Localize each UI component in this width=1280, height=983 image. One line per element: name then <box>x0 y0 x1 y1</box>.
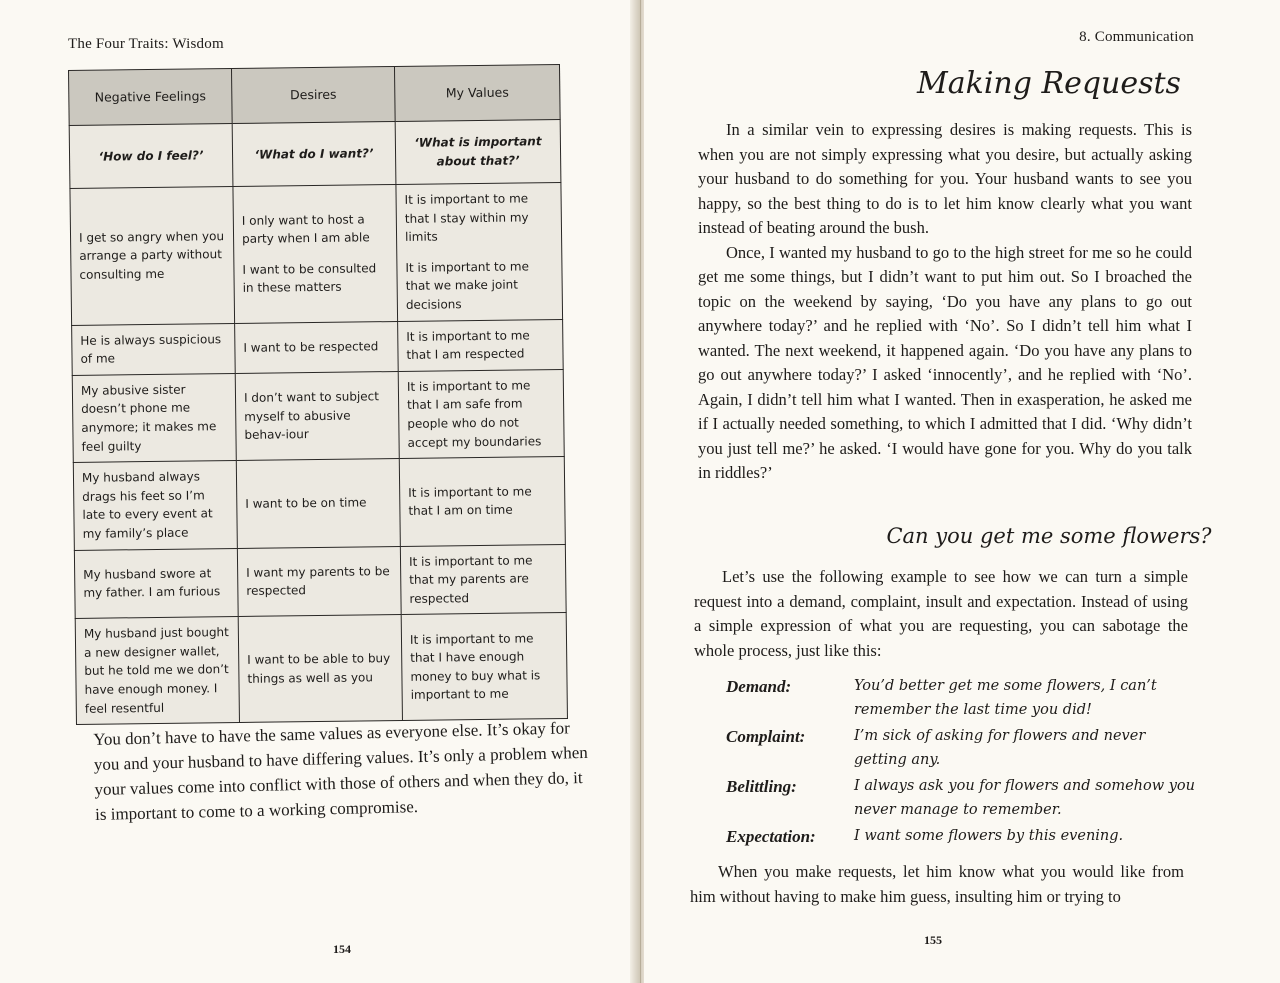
right-page <box>644 0 1280 983</box>
feeling-cell: My husband swore at my father. I am furious <box>74 548 238 619</box>
question-want: ‘What do I want?’ <box>232 122 396 187</box>
desire-cell: I don’t want to subject myself to abusive behav-iour <box>235 371 399 460</box>
paragraph: Once, I wanted my husband to go to the high street for me so he could get me some things, but I didn’t want to put him out. So I broached the topic on the weekend by saying, ‘Do you have any plans to go out anywhere today?’ and he replied with ‘No’. So I didn’t tell him what I wanted. The next weekend, it happened again. ‘Do you have any plans to go out anywhere today?’ I asked ‘innocently’, and he replied with ‘No’. Again, I didn’t tell him what I wanted. Then in exasperation, he asked me if I actually needed something, to which I admitted that I did. ‘Why didn’t you just tell me?’ he asked. ‘I would have gone for you. Why do you talk in riddles?’ <box>698 242 1192 482</box>
example-label: Complaint: <box>726 727 806 746</box>
feeling-cell: My husband always drags his feet so I’m late to every event at my family’s place <box>73 461 237 550</box>
desire-cell: I want to be able to buy things as well as you <box>238 615 402 723</box>
example-row <box>726 824 1196 849</box>
example-text: You’d better get me some flowers, I can’t remember the last time you did! <box>854 678 1157 718</box>
page-number-right: 155 <box>924 933 942 947</box>
desire-cell: I want to be respected <box>235 321 399 373</box>
question-feel: ‘How do I feel?’ <box>69 123 233 188</box>
feeling-cell: My husband just bought a new designer wallet, but he told me we don’t have enough money. I feel resentful <box>75 617 239 725</box>
table-row <box>70 182 563 325</box>
example-row <box>726 674 1196 722</box>
question-important: ‘What is important about that?’ <box>395 119 561 184</box>
example-intro <box>694 565 1188 663</box>
desire-cell: I want my parents to be respected <box>237 546 401 617</box>
value-cell: It is important to me that my parents are respected <box>400 544 566 615</box>
header-my-values: My Values <box>394 64 560 121</box>
table-row <box>72 319 564 375</box>
feeling-cell: My abusive sister doesn’t phone me anymore; it makes me feel guilty <box>72 373 236 462</box>
table-row <box>75 613 567 725</box>
question-row <box>69 119 561 188</box>
value-text: It is important to me that I stay within my limits <box>404 191 529 245</box>
feeling-cell: I get so angry when you arrange a party without consulting me <box>70 186 235 325</box>
intro-paragraphs <box>698 118 1192 486</box>
request-examples <box>726 674 1196 851</box>
table-header-row <box>69 64 561 125</box>
paragraph: Let’s use the following example to see how we can turn a simple request into a demand, complaint, insult and expectation. Instead of using a simple expression of what you are requesting, you can sabotage the whole process, just like this: <box>694 567 1188 660</box>
gutter-divider <box>640 0 641 983</box>
feeling-cell: He is always suspicious of me <box>72 323 236 375</box>
subheading: Can you get me some flowers? <box>886 524 1212 548</box>
value-cell <box>396 182 563 321</box>
example-row <box>726 724 1196 772</box>
table-row <box>74 544 566 619</box>
value-cell: It is important to me that I have enough money to buy what is important to me <box>401 613 567 721</box>
values-paragraph: You don’t have to have the same values as everyone else. It’s okay for you and your husband to have differing values. It’s only a problem when your values come into conflict with those of others and when they do, it is important to come to a working compromise. <box>93 718 589 824</box>
running-head-left: The Four Traits: Wisdom <box>68 36 224 52</box>
value-cell: It is important to me that I am respected <box>398 319 564 371</box>
page-number-left: 154 <box>333 942 351 956</box>
desire-cell <box>233 185 398 324</box>
value-text: It is important to me that we make joint decisions <box>405 259 530 312</box>
header-desires: Desires <box>231 67 395 124</box>
example-text: I want some flowers by this evening. <box>854 828 1124 844</box>
example-label: Demand: <box>726 677 792 696</box>
paragraph: When you make requests, let him know what you would like from him without having to make him guess, insulting him or trying to <box>690 862 1184 906</box>
example-text: I’m sick of asking for flowers and never getting any. <box>854 728 1146 768</box>
example-label: Belittling: <box>726 777 797 796</box>
value-cell: It is important to me that I am on time <box>399 457 565 546</box>
table-row <box>72 369 564 462</box>
paragraph: In a similar vein to expressing desires is making requests. This is when you are not simply expressing what you desire, but actually asking your husband to do something for you. Your husband wants to see you happy, so the best thing to do is to let him know clearly what you want instead of beating around the bush. <box>698 120 1192 237</box>
values-table <box>68 64 568 725</box>
table-row <box>73 457 565 550</box>
running-head-right: 8. Communication <box>1079 29 1194 45</box>
example-row <box>726 774 1196 822</box>
closing-paragraph <box>690 860 1184 909</box>
desire-text: I only want to host a party when I am able <box>241 211 370 247</box>
example-label: Expectation: <box>726 827 816 846</box>
header-negative-feelings: Negative Feelings <box>69 69 233 126</box>
desire-cell: I want to be on time <box>236 459 400 548</box>
desire-text: I want to be consulted in these matters <box>242 261 377 296</box>
example-text: I always ask you for flowers and somehow you never manage to remember. <box>854 778 1196 818</box>
left-page <box>0 0 636 983</box>
value-cell: It is important to me that I am safe from people who do not accept my boundaries <box>398 369 564 458</box>
section-title: Making Requests <box>917 66 1181 101</box>
